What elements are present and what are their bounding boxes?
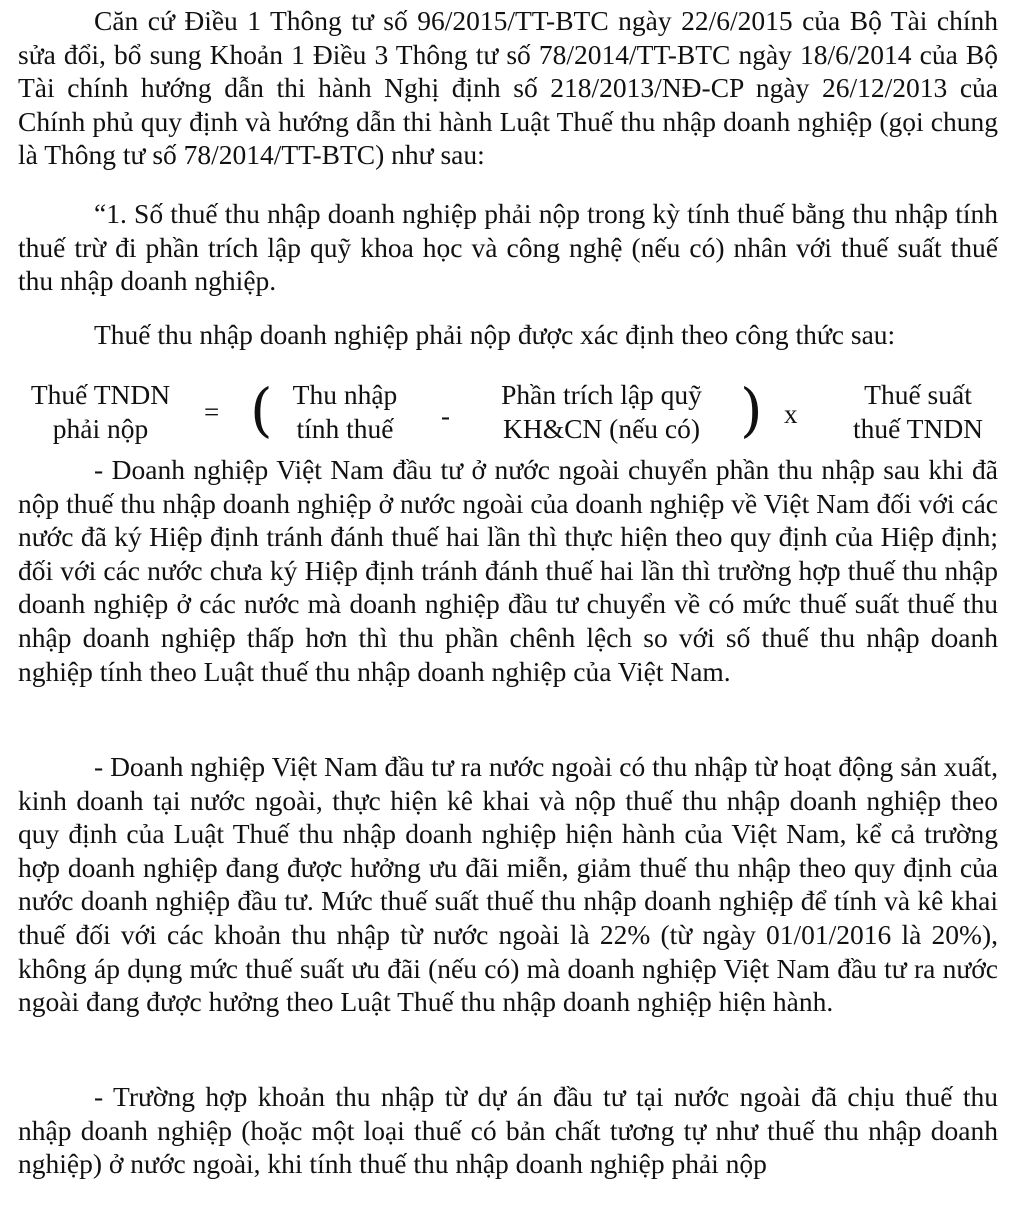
document-page	[18, 0, 998, 1224]
formula-equals: =	[204, 397, 220, 427]
paragraph-foreign-tax-paid: - Trường hợp khoản thu nhập từ dự án đầu tư tại nước ngoài đã chịu thuế thu nhập doanh nghiệp (hoặc một loại thuế có bản chất tương tự như thuế thu nhập doanh nghiệp) ở nước ngoài, khi tính thuế thu nhập doanh nghiệp phải nộp	[18, 1081, 998, 1180]
formula-times: x	[784, 399, 798, 429]
formula-lhs-line2: phải nộp	[52, 413, 149, 444]
formula-term3-line2: thuế TNDN	[852, 413, 984, 444]
paragraph-clause-1: “1. Số thuế thu nhập doanh nghiệp phải nộp trong kỳ tính thuế bằng thu nhập tính thuế trừ đi phần trích lập quỹ khoa học và công nghệ (nếu có) nhân với thuế suất thuế thu nhập doanh nghiệp.	[18, 198, 998, 297]
formula-open-paren: (	[250, 376, 273, 444]
formula-term2-line2: KH&CN (nếu có)	[502, 413, 701, 444]
formula-term-taxable-income	[280, 378, 410, 446]
tax-formula	[18, 374, 998, 454]
formula-term-tax-rate	[833, 378, 1003, 446]
paragraph-profit-transfer: - Doanh nghiệp Việt Nam đầu tư ở nước ngoài chuyển phần thu nhập sau khi đã nộp thuế thu nhập doanh nghiệp ở nước ngoài của doanh nghiệp về Việt Nam đối với các nước đã ký Hiệp định tránh đánh thuế hai lần thì thực hiện theo quy định của Hiệp định; đối với các nước chưa ký Hiệp định tránh đánh thuế hai lần thì trường hợp thuế thu nhập doanh nghiệp ở các nước mà doanh nghiệp đầu tư chuyển về có mức thuế suất thuế thu nhập doanh nghiệp thấp hơn thì thu phần chênh lệch so với số thuế thu nhập doanh nghiệp tính theo Luật thuế thu nhập doanh nghiệp của Việt Nam.	[18, 454, 998, 687]
formula-term1-line2: tính thuế	[296, 413, 394, 444]
formula-term2-line1: Phần trích lập quỹ	[501, 379, 702, 410]
paragraph-foreign-income-declaration: - Doanh nghiệp Việt Nam đầu tư ra nước ngoài có thu nhập từ hoạt động sản xuất, kinh doanh tại nước ngoài, thực hiện kê khai và nộp thuế thu nhập doanh nghiệp theo quy định của Luật Thuế thu nhập doanh nghiệp hiện hành của Việt Nam, kể cả trường hợp doanh nghiệp đang được hưởng ưu đãi miễn, giảm thuế thu nhập theo quy định của nước doanh nghiệp đầu tư. Mức thuế suất thuế thu nhập doanh nghiệp để tính và kê khai thuế đối với các khoản thu nhập từ nước ngoài là 22% (từ ngày 01/01/2016 là 20%), không áp dụng mức thuế suất ưu đãi (nếu có) mà doanh nghiệp Việt Nam đầu tư ra nước ngoài đang được hưởng theo Luật Thuế thu nhập doanh nghiệp hiện hành.	[18, 751, 998, 1018]
formula-lhs	[18, 378, 183, 446]
formula-close-paren: )	[740, 376, 763, 444]
formula-term3-line1: Thuế suất	[864, 379, 972, 410]
formula-lhs-line1: Thuế TNDN	[30, 379, 171, 410]
formula-term-science-fund	[474, 378, 729, 446]
paragraph-legal-basis: Căn cứ Điều 1 Thông tư số 96/2015/TT-BTC ngày 22/6/2015 của Bộ Tài chính sửa đổi, bổ sung Khoản 1 Điều 3 Thông tư số 78/2014/TT-BTC ngày 18/6/2014 của Bộ Tài chính hướng dẫn thi hành Nghị định số 218/2013/NĐ-CP ngày 26/12/2013 của Chính phủ quy định và hướng dẫn thi hành Luật Thuế thu nhập doanh nghiệp (gọi chung là Thông tư số 78/2014/TT-BTC) như sau:	[18, 5, 998, 171]
formula-minus: -	[441, 401, 450, 431]
paragraph-formula-intro: Thuế thu nhập doanh nghiệp phải nộp được xác định theo công thức sau:	[94, 319, 896, 350]
formula-term1-line1: Thu nhập	[292, 379, 398, 410]
